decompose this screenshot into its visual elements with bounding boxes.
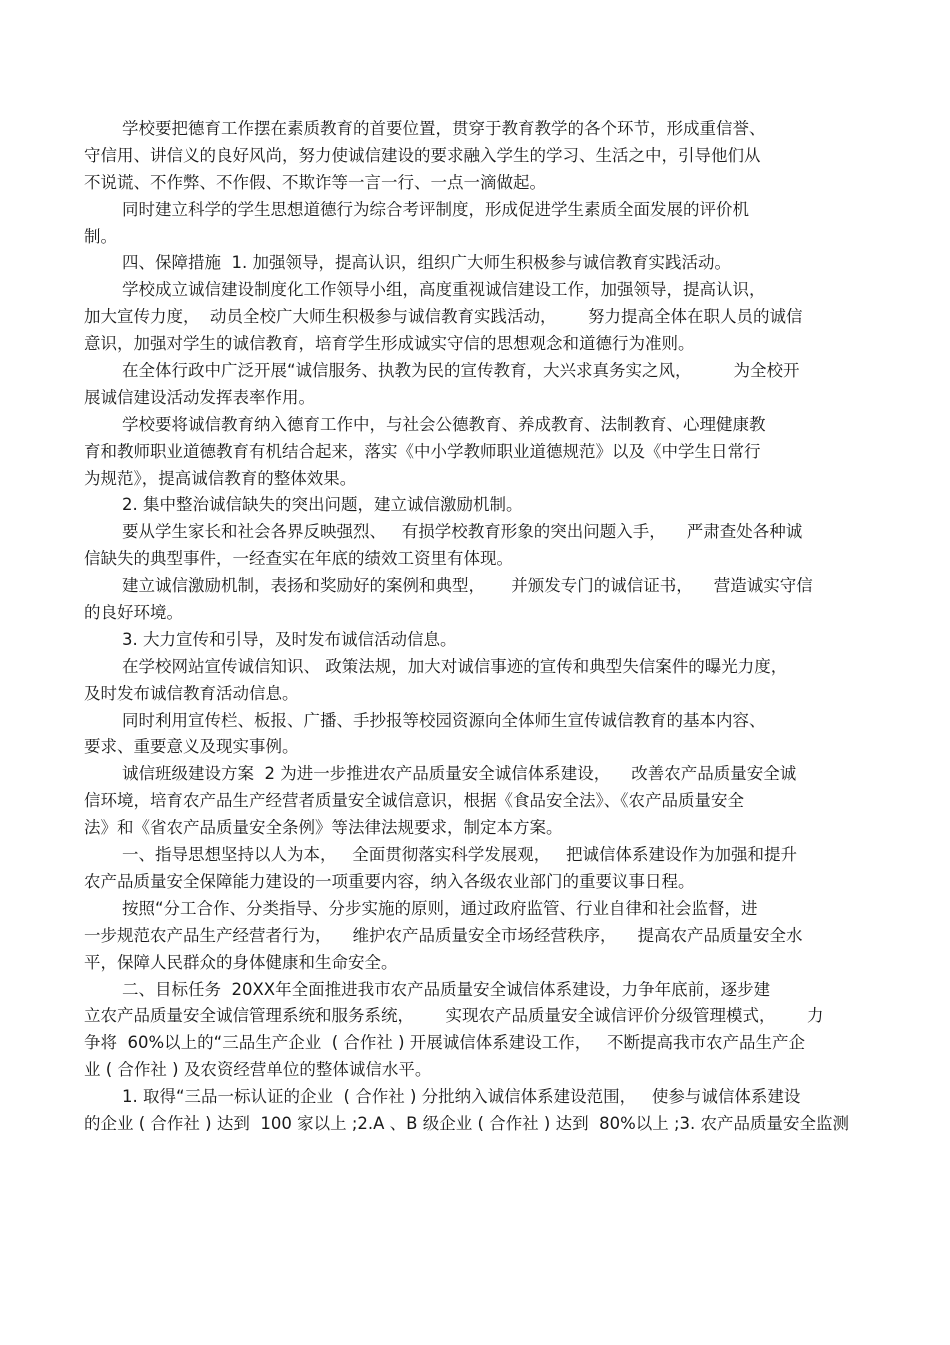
text-line: 制。 [84,226,117,246]
text-line: 平，保障人民群众的身体健康和生命安全。 [84,952,398,972]
text-line: 学校成立诚信建设制度化工作领导小组，高度重视诚信建设工作，加强领导，提高认识， [122,280,766,300]
text-line: 要从学生家长和社会各界反映强烈、 有损学校教育形象的突出问题入手， 严肃查处各种诚 [122,522,803,542]
text-line: 农产品质量安全保障能力建设的一项重要内容，纳入各级农业部门的重要议事日程。 [84,871,695,891]
text-line: 为规范》，提高诚信教育的整体效果。 [84,468,357,488]
text-line: 法》和《省农产品质量安全条例》等法律法规要求，制定本方案。 [84,818,563,838]
text-line: 按照“分工合作、分类指导、分步实施的原则，通过政府监管、行业自律和社会监督，进 [122,898,758,918]
text-line: 学校要把德育工作摆在素质教育的首要位置，贯穿于教育教学的各个环节，形成重信誉、 [122,119,766,138]
text-line: 要求、重要意义及现实事例。 [84,737,299,757]
text-line: 业 ( 合作社 ) 及农资经营单位的整体诚信水平。 [84,1060,432,1080]
text-line: 争将 60%以上的“三品生产企业 ( 合作社 ) 开展诚信体系建设工作， 不断提高我市农产品生产企 [84,1033,806,1053]
text-line: 学校要将诚信教育纳入德育工作中，与社会公德教育、养成教育、法制教育、心理健康教 [122,414,766,434]
text-line: 立农产品质量安全诚信管理系统和服务系统， 实现农产品质量安全诚信评价分级管理模式， 力 [84,1006,824,1026]
text-line: 守信用、讲信义的良好风尚，努力使诚信建设的要求融入学生的学习、生活之中，引导他们从 [84,145,761,165]
text-line: 一步规范农产品生产经营者行为， 维护农产品质量安全市场经营秩序， 提高农产品质量安全水 [84,925,803,945]
text-line: 诚信班级建设方案 2 为进一步推进农产品质量安全诚信体系建设， 改善农产品质量安全诚 [122,764,797,784]
text-line: 建立诚信激励机制，表扬和奖励好的案例和典型， 并颁发专门的诚信证书， 营造诚实守信 [122,576,813,596]
text-line: 同时利用宣传栏、板报、广播、手抄报等校园资源向全体师生宣传诚信教育的基本内容、 [122,710,766,730]
text-line: 2. 集中整治诚信缺失的突出问题，建立诚信激励机制。 [122,495,523,515]
text-line: 的良好环境。 [84,603,183,623]
text-line: 信环境，培育农产品生产经营者质量安全诚信意识，根据《食品安全法》、《农产品质量安全 [84,791,744,811]
text-line: 在全体行政中广泛开展“诚信服务、执教为民的宣传教育，大兴求真务实之风， 为全校开 [122,361,800,381]
text-line: 及时发布诚信教育活动信息。 [84,683,299,703]
text-line: 四、保障措施 1. 加强领导，提高认识，组织广大师生积极参与诚信教育实践活动。 [122,253,731,273]
text-line: 意识，加强对学生的诚信教育，培育学生形成诚实守信的思想观念和道德行为准则。 [84,334,695,354]
text-line: 的企业 ( 合作社 ) 达到 100 家以上 ;2.A 、B 级企业 ( 合作社 ) 达到 80%以上 ;3. 农产品质量安全监测 [84,1113,850,1133]
text-line: 3. 大力宣传和引导，及时发布诚信活动信息。 [122,629,457,649]
document-body [84,116,874,1138]
text-line: 二、目标任务 20XX年全面推进我市农产品质量安全诚信体系建设，力争年底前，逐步建 [122,979,771,999]
text-line: 不说谎、不作弊、不作假、不欺诈等一言一行、一点一滴做起。 [84,172,546,192]
text-line: 同时建立科学的学生思想道德行为综合考评制度，形成促进学生素质全面发展的评价机 [122,199,749,219]
text-line: 1. 取得“三品一标认证的企业 ( 合作社 ) 分批纳入诚信体系建设范围， 使参与诚信体系建设 [122,1087,801,1107]
text-line: 育和教师职业道德教育有机结合起来，落实《中小学教师职业道德规范》以及《中学生日常行 [84,441,761,461]
text-line: 信缺失的典型事件，一经查实在年底的绩效工资里有体现。 [84,549,513,569]
text-line: 加大宣传力度， 动员全校广大师生积极参与诚信教育实践活动， 努力提高全体在职人员的诚信 [84,307,803,327]
text-line: 在学校网站宣传诚信知识、 政策法规，加大对诚信事迹的宣传和典型失信案件的曝光力度， [122,656,788,676]
text-line: 展诚信建设活动发挥表率作用。 [84,387,315,407]
text-line: 一、指导思想坚持以人为本， 全面贯彻落实科学发展观， 把诚信体系建设作为加强和提升 [122,845,797,865]
